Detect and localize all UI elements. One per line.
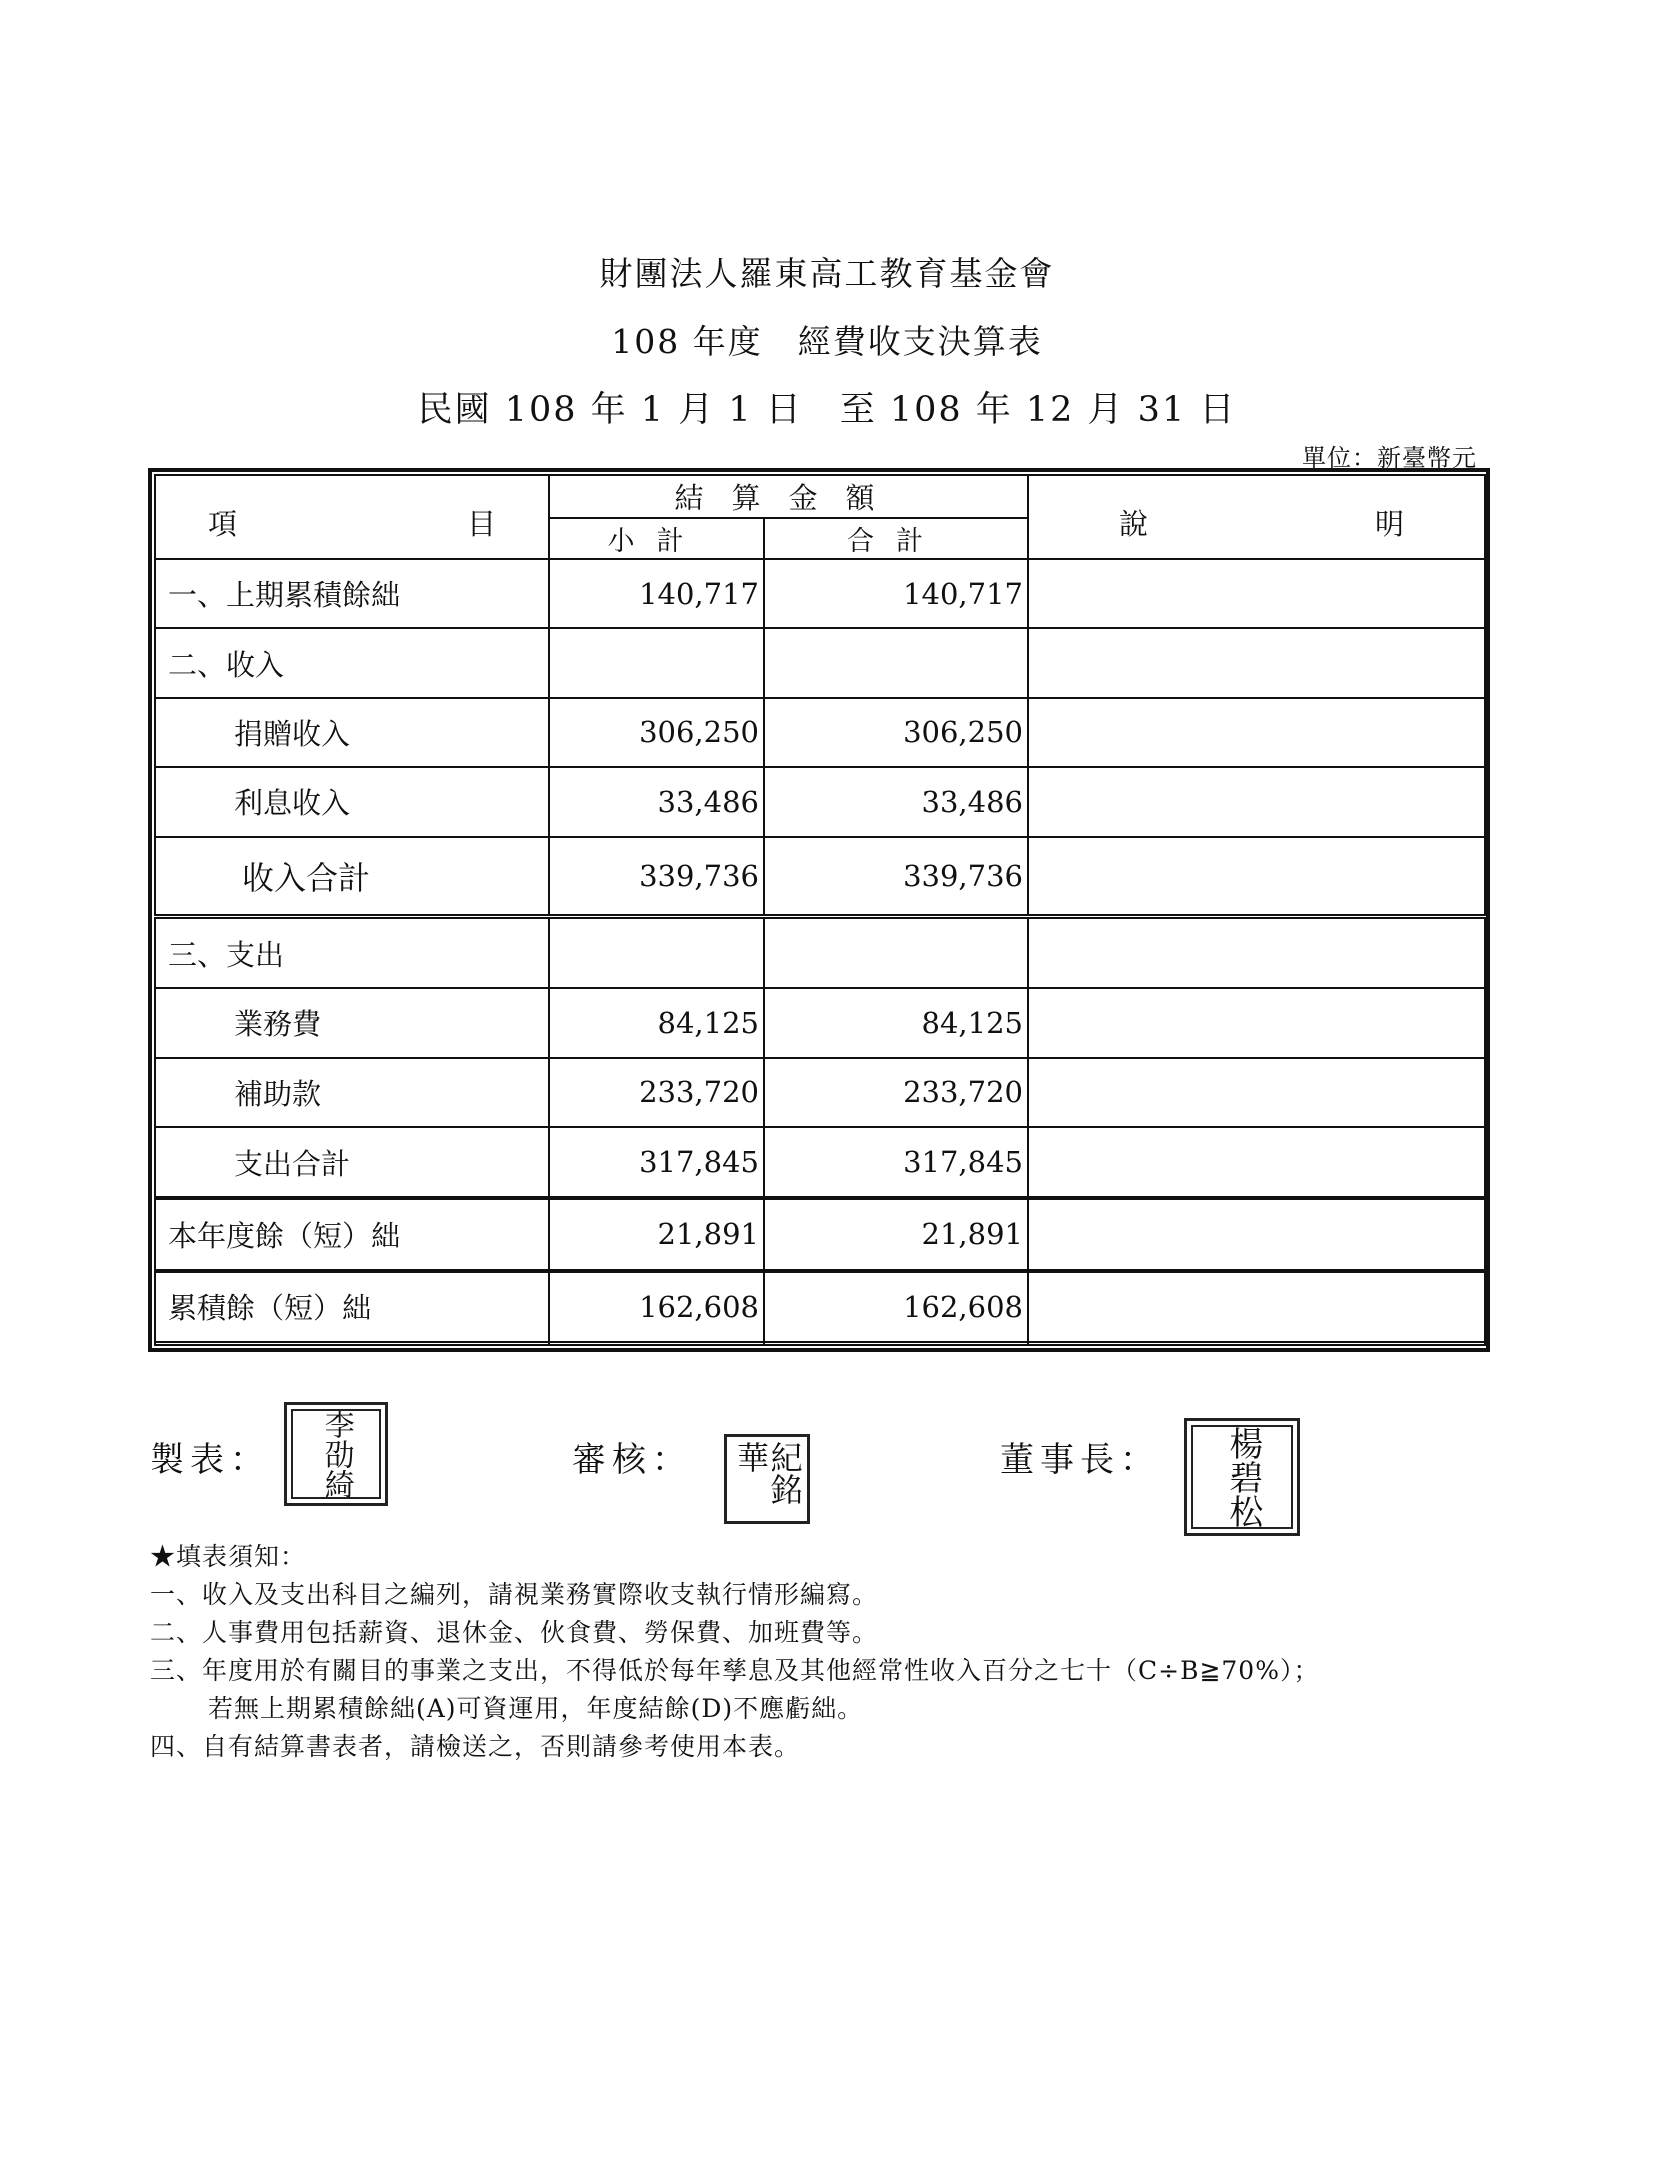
notes-title: ★填表須知： (150, 1542, 307, 1571)
row-note (1028, 837, 1485, 917)
row-total: 33,486 (764, 767, 1028, 836)
table-row (155, 628, 1485, 697)
row-total: 84,125 (764, 988, 1028, 1057)
row-subtotal: 317,845 (549, 1127, 764, 1198)
row-total (764, 1342, 1028, 1345)
row-label: 二、收入 (155, 628, 549, 697)
table-row (155, 988, 1485, 1057)
header-note-left: 說 (1119, 507, 1149, 541)
header-item-right: 目 (466, 507, 496, 541)
row-label (155, 1342, 549, 1345)
table-row (155, 767, 1485, 836)
row-label: 本年度餘（短）絀 (155, 1198, 549, 1271)
table-row (155, 916, 1485, 988)
table-row (155, 1342, 1485, 1345)
reviewer-label: 審核： (572, 1440, 692, 1480)
chairman-seal: 楊碧松 (1184, 1418, 1300, 1536)
row-total (764, 628, 1028, 697)
row-total: 162,608 (764, 1271, 1028, 1342)
row-subtotal: 33,486 (549, 767, 764, 836)
row-subtotal: 306,250 (549, 698, 764, 767)
header-note-right: 明 (1375, 507, 1405, 541)
row-subtotal: 233,720 (549, 1058, 764, 1127)
row-label: 業務費 (155, 988, 549, 1057)
chairman-label: 董事長： (1000, 1440, 1160, 1480)
row-note (1028, 559, 1485, 628)
table-row (155, 837, 1485, 917)
note-item: 若無上期累積餘絀(A)可資運用，年度結餘(D)不應虧絀。 (208, 1694, 864, 1723)
preparer-seal: 李劭綺 (284, 1402, 388, 1506)
row-note (1028, 628, 1485, 697)
row-label: 收入合計 (155, 837, 549, 917)
row-total: 317,845 (764, 1127, 1028, 1198)
table-header-row (155, 475, 1485, 518)
row-label: 累積餘（短）絀 (155, 1271, 549, 1342)
table-row (155, 1271, 1485, 1342)
row-note (1028, 1058, 1485, 1127)
row-subtotal: 339,736 (549, 837, 764, 917)
row-label: 利息收入 (155, 767, 549, 836)
note-item: 四、自有結算書表者，請檢送之，否則請參考使用本表。 (150, 1732, 801, 1761)
row-total: 339,736 (764, 837, 1028, 917)
table-row (155, 1127, 1485, 1198)
note-item: 二、人事費用包括薪資、退休金、伙食費、勞保費、加班費等。 (150, 1618, 879, 1647)
row-note (1028, 767, 1485, 836)
table-row (155, 1058, 1485, 1127)
row-label: 一、上期累積餘絀 (155, 559, 549, 628)
organization-title: 財團法人羅東高工教育基金會 (599, 254, 1055, 293)
header-subtotal: 小計 (549, 518, 764, 559)
header-note (1028, 475, 1485, 559)
report-period: 民國 108 年 1 月 1 日 至 108 年 12 月 31 日 (417, 390, 1237, 430)
report-title: 108 年度 經費收支決算表 (611, 322, 1043, 361)
row-subtotal (549, 628, 764, 697)
row-total: 140,717 (764, 559, 1028, 628)
header-item (155, 475, 549, 559)
table-row (155, 698, 1485, 767)
row-note (1028, 1198, 1485, 1271)
row-subtotal (549, 1342, 764, 1345)
row-note (1028, 1127, 1485, 1198)
currency-unit: 單位：新臺幣元 (1302, 444, 1477, 472)
row-subtotal: 84,125 (549, 988, 764, 1057)
row-total (764, 916, 1028, 988)
table-row (155, 559, 1485, 628)
row-subtotal: 21,891 (549, 1198, 764, 1271)
header-amount: 結算金額 (549, 475, 1028, 518)
row-label: 捐贈收入 (155, 698, 549, 767)
budget-table (154, 474, 1486, 1346)
row-subtotal: 140,717 (549, 559, 764, 628)
row-note (1028, 698, 1485, 767)
reviewer-seal: 紀銘華 (724, 1434, 810, 1524)
preparer-label: 製表： (150, 1440, 270, 1480)
row-total: 233,720 (764, 1058, 1028, 1127)
table-row (155, 1198, 1485, 1271)
header-item-left: 項 (208, 507, 238, 541)
filling-instructions (150, 1538, 1530, 1766)
header-total: 合計 (764, 518, 1028, 559)
row-label: 支出合計 (155, 1127, 549, 1198)
note-item: 一、收入及支出科目之編列，請視業務實際收支執行情形編寫。 (150, 1580, 879, 1609)
row-note (1028, 916, 1485, 988)
note-item: 三、年度用於有關目的事業之支出，不得低於每年孳息及其他經常性收入百分之七十（C÷B≧70%）； (150, 1656, 1320, 1685)
row-label: 補助款 (155, 1058, 549, 1127)
row-note (1028, 1271, 1485, 1342)
row-subtotal: 162,608 (549, 1271, 764, 1342)
row-note (1028, 988, 1485, 1057)
row-total: 306,250 (764, 698, 1028, 767)
row-label: 三、支出 (155, 916, 549, 988)
row-subtotal (549, 916, 764, 988)
row-note (1028, 1342, 1485, 1345)
row-total: 21,891 (764, 1198, 1028, 1271)
